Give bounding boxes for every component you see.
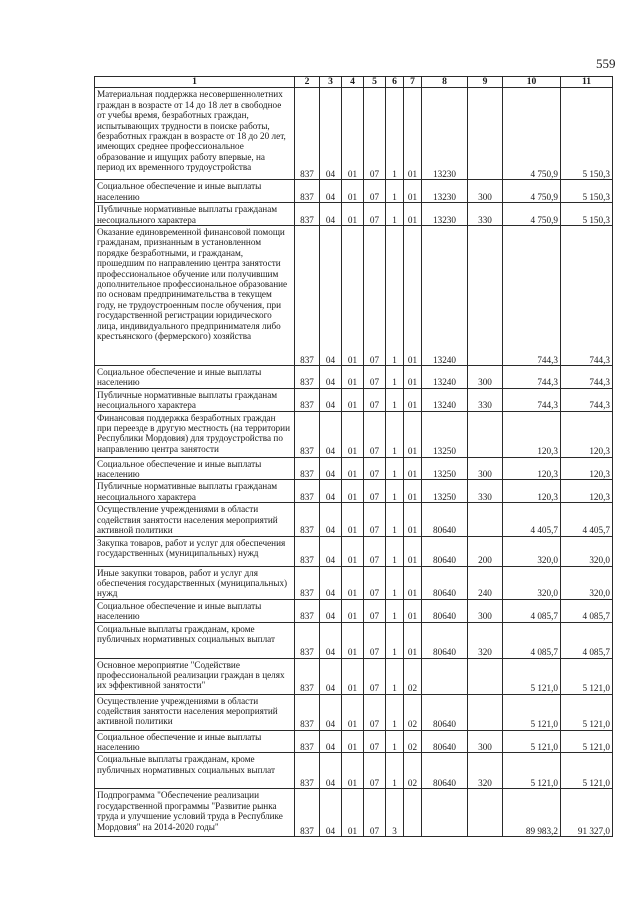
amount-cell-11: 4 085,7 bbox=[561, 622, 613, 658]
code-cell-3: 04 bbox=[320, 566, 342, 599]
code-cell-4: 01 bbox=[342, 753, 364, 789]
code-cell-2: 837 bbox=[295, 730, 320, 753]
code-cell-4: 01 bbox=[342, 599, 364, 622]
code-cell-2: 837 bbox=[295, 753, 320, 789]
row-description: Социальное обеспечение и иные выплаты населению bbox=[95, 180, 295, 203]
code-cell-4: 01 bbox=[342, 480, 364, 503]
table-row bbox=[95, 694, 613, 730]
column-header-1: 1 bbox=[95, 77, 295, 88]
code-cell-5: 07 bbox=[364, 503, 386, 536]
row-description: Осуществление учреждениями в области содействия занятости населения мероприятий активной политики bbox=[95, 503, 295, 536]
row-description: Публичные нормативные выплаты гражданам несоциального характера bbox=[95, 388, 295, 411]
amount-cell-11: 4 405,7 bbox=[561, 503, 613, 536]
code-cell-8: 13250 bbox=[422, 411, 468, 457]
code-cell-3: 04 bbox=[320, 622, 342, 658]
column-header-11: 11 bbox=[561, 77, 613, 88]
amount-cell-11: 320,0 bbox=[561, 536, 613, 566]
row-description: Социальные выплаты гражданам, кроме публичных нормативных социальных выплат bbox=[95, 753, 295, 789]
column-header-8: 8 bbox=[422, 77, 468, 88]
code-cell-6: 1 bbox=[386, 180, 404, 203]
code-cell-3: 04 bbox=[320, 503, 342, 536]
amount-cell-10: 5 121,0 bbox=[503, 694, 561, 730]
code-cell-8: 80640 bbox=[422, 622, 468, 658]
code-cell-5: 07 bbox=[364, 536, 386, 566]
amount-cell-11: 120,3 bbox=[561, 480, 613, 503]
amount-cell-11: 744,3 bbox=[561, 388, 613, 411]
code-cell-7: 01 bbox=[404, 503, 422, 536]
code-cell-8: 13230 bbox=[422, 203, 468, 226]
code-cell-5: 07 bbox=[364, 789, 386, 837]
code-cell-8 bbox=[422, 789, 468, 837]
amount-cell-10: 744,3 bbox=[503, 366, 561, 389]
code-cell-9: 320 bbox=[468, 753, 503, 789]
code-cell-3: 04 bbox=[320, 88, 342, 180]
code-cell-9: 300 bbox=[468, 457, 503, 480]
amount-cell-10: 5 121,0 bbox=[503, 753, 561, 789]
code-cell-5: 07 bbox=[364, 599, 386, 622]
code-cell-9: 330 bbox=[468, 480, 503, 503]
code-cell-7: 01 bbox=[404, 203, 422, 226]
code-cell-5: 07 bbox=[364, 226, 386, 366]
table-row bbox=[95, 411, 613, 457]
code-cell-5: 07 bbox=[364, 366, 386, 389]
code-cell-5: 07 bbox=[364, 658, 386, 694]
amount-cell-10: 120,3 bbox=[503, 457, 561, 480]
code-cell-3: 04 bbox=[320, 203, 342, 226]
table-row bbox=[95, 789, 613, 837]
code-cell-9: 300 bbox=[468, 180, 503, 203]
code-cell-3: 04 bbox=[320, 411, 342, 457]
amount-cell-10: 4 085,7 bbox=[503, 599, 561, 622]
code-cell-8 bbox=[422, 658, 468, 694]
amount-cell-10: 5 121,0 bbox=[503, 658, 561, 694]
code-cell-2: 837 bbox=[295, 599, 320, 622]
code-cell-9 bbox=[468, 503, 503, 536]
table-row bbox=[95, 457, 613, 480]
code-cell-2: 837 bbox=[295, 88, 320, 180]
row-description: Публичные нормативные выплаты гражданам несоциального характера bbox=[95, 203, 295, 226]
code-cell-3: 04 bbox=[320, 180, 342, 203]
code-cell-9 bbox=[468, 658, 503, 694]
code-cell-6: 1 bbox=[386, 411, 404, 457]
row-description: Закупка товаров, работ и услуг для обеспечения государственных (муниципальных) нужд bbox=[95, 536, 295, 566]
table-row bbox=[95, 226, 613, 366]
code-cell-2: 837 bbox=[295, 203, 320, 226]
code-cell-5: 07 bbox=[364, 180, 386, 203]
table-row bbox=[95, 480, 613, 503]
amount-cell-10: 4 750,9 bbox=[503, 88, 561, 180]
code-cell-3: 04 bbox=[320, 730, 342, 753]
amount-cell-10: 320,0 bbox=[503, 536, 561, 566]
code-cell-6: 1 bbox=[386, 599, 404, 622]
code-cell-2: 837 bbox=[295, 411, 320, 457]
row-description: Финансовая поддержка безработных граждан при переезде в другую местность (на территории Республики Мордовия) для трудоустройства по направлению центра занятости bbox=[95, 411, 295, 457]
code-cell-3: 04 bbox=[320, 536, 342, 566]
code-cell-2: 837 bbox=[295, 388, 320, 411]
code-cell-9: 200 bbox=[468, 536, 503, 566]
code-cell-3: 04 bbox=[320, 388, 342, 411]
code-cell-2: 837 bbox=[295, 658, 320, 694]
code-cell-7: 01 bbox=[404, 366, 422, 389]
code-cell-4: 01 bbox=[342, 566, 364, 599]
code-cell-4: 01 bbox=[342, 88, 364, 180]
code-cell-7: 02 bbox=[404, 658, 422, 694]
code-cell-4: 01 bbox=[342, 730, 364, 753]
code-cell-8: 80640 bbox=[422, 694, 468, 730]
amount-cell-11: 4 085,7 bbox=[561, 599, 613, 622]
code-cell-4: 01 bbox=[342, 411, 364, 457]
code-cell-2: 837 bbox=[295, 366, 320, 389]
code-cell-5: 07 bbox=[364, 203, 386, 226]
code-cell-4: 01 bbox=[342, 366, 364, 389]
code-cell-2: 837 bbox=[295, 457, 320, 480]
code-cell-9: 320 bbox=[468, 622, 503, 658]
code-cell-9: 300 bbox=[468, 599, 503, 622]
code-cell-2: 837 bbox=[295, 480, 320, 503]
code-cell-5: 07 bbox=[364, 622, 386, 658]
code-cell-7: 01 bbox=[404, 480, 422, 503]
row-description: Иные закупки товаров, работ и услуг для обеспечения государственных (муниципальных) нужд bbox=[95, 566, 295, 599]
code-cell-7: 02 bbox=[404, 730, 422, 753]
code-cell-7: 01 bbox=[404, 388, 422, 411]
table-body bbox=[95, 88, 613, 837]
row-description: Материальная поддержка несовершеннолетних граждан в возрасте от 14 до 18 лет в свободное от учебы время, безработных граждан, испытывающих трудности в поиске работы, безработных граждан в возрасте от 18 до 20 лет, имеющих среднее профессиональное образование и ищущих работу впервые, на период их временного трудоустройства bbox=[95, 88, 295, 180]
code-cell-6: 3 bbox=[386, 789, 404, 837]
code-cell-9: 300 bbox=[468, 366, 503, 389]
table-row bbox=[95, 536, 613, 566]
code-cell-2: 837 bbox=[295, 180, 320, 203]
code-cell-7: 02 bbox=[404, 694, 422, 730]
code-cell-9 bbox=[468, 411, 503, 457]
code-cell-9: 240 bbox=[468, 566, 503, 599]
amount-cell-10: 4 750,9 bbox=[503, 203, 561, 226]
code-cell-8: 13250 bbox=[422, 457, 468, 480]
amount-cell-10: 120,3 bbox=[503, 480, 561, 503]
code-cell-6: 1 bbox=[386, 503, 404, 536]
amount-cell-11: 5 150,3 bbox=[561, 88, 613, 180]
code-cell-4: 01 bbox=[342, 789, 364, 837]
amount-cell-11: 5 121,0 bbox=[561, 730, 613, 753]
code-cell-9 bbox=[468, 789, 503, 837]
amount-cell-11: 5 150,3 bbox=[561, 203, 613, 226]
table-row bbox=[95, 180, 613, 203]
amount-cell-10: 89 983,2 bbox=[503, 789, 561, 837]
table-row bbox=[95, 388, 613, 411]
code-cell-6: 1 bbox=[386, 694, 404, 730]
code-cell-3: 04 bbox=[320, 599, 342, 622]
amount-cell-10: 120,3 bbox=[503, 411, 561, 457]
amount-cell-11: 320,0 bbox=[561, 566, 613, 599]
code-cell-8: 80640 bbox=[422, 599, 468, 622]
code-cell-2: 837 bbox=[295, 226, 320, 366]
code-cell-2: 837 bbox=[295, 789, 320, 837]
code-cell-6: 1 bbox=[386, 622, 404, 658]
code-cell-5: 07 bbox=[364, 730, 386, 753]
code-cell-2: 837 bbox=[295, 503, 320, 536]
code-cell-4: 01 bbox=[342, 658, 364, 694]
row-description: Публичные нормативные выплаты гражданам несоциального характера bbox=[95, 480, 295, 503]
code-cell-7: 01 bbox=[404, 566, 422, 599]
amount-cell-11: 5 150,3 bbox=[561, 180, 613, 203]
row-description: Социальное обеспечение и иные выплаты населению bbox=[95, 457, 295, 480]
amount-cell-11: 5 121,0 bbox=[561, 753, 613, 789]
column-header-4: 4 bbox=[342, 77, 364, 88]
amount-cell-10: 744,3 bbox=[503, 388, 561, 411]
code-cell-6: 1 bbox=[386, 480, 404, 503]
column-header-9: 9 bbox=[468, 77, 503, 88]
code-cell-2: 837 bbox=[295, 566, 320, 599]
code-cell-9 bbox=[468, 88, 503, 180]
code-cell-6: 1 bbox=[386, 658, 404, 694]
amount-cell-10: 5 121,0 bbox=[503, 730, 561, 753]
row-description: Оказание единовременной финансовой помощи гражданам, признанным в установленном порядке безработными, и гражданам, прошедшим по направлению центра занятости профессиональное обучение или получившим дополнительное профессиональное образование по основам предпринимательства в текущем году, не трудоустроенным после обучения, при государственной регистрации юридического лица, индивидуального предпринимателя либо крестьянского (фермерского) хозяйства bbox=[95, 226, 295, 366]
amount-cell-11: 120,3 bbox=[561, 411, 613, 457]
amount-cell-11: 744,3 bbox=[561, 366, 613, 389]
code-cell-4: 01 bbox=[342, 457, 364, 480]
table-row bbox=[95, 203, 613, 226]
amount-cell-11: 91 327,0 bbox=[561, 789, 613, 837]
code-cell-4: 01 bbox=[342, 388, 364, 411]
column-header-2: 2 bbox=[295, 77, 320, 88]
code-cell-7: 01 bbox=[404, 622, 422, 658]
code-cell-6: 1 bbox=[386, 366, 404, 389]
row-description: Социальное обеспечение и иные выплаты населению bbox=[95, 366, 295, 389]
code-cell-8: 80640 bbox=[422, 566, 468, 599]
code-cell-3: 04 bbox=[320, 694, 342, 730]
code-cell-3: 04 bbox=[320, 753, 342, 789]
code-cell-8: 80640 bbox=[422, 536, 468, 566]
code-cell-4: 01 bbox=[342, 622, 364, 658]
code-cell-3: 04 bbox=[320, 226, 342, 366]
code-cell-4: 01 bbox=[342, 180, 364, 203]
code-cell-3: 04 bbox=[320, 789, 342, 837]
code-cell-6: 1 bbox=[386, 203, 404, 226]
table-row bbox=[95, 622, 613, 658]
code-cell-9 bbox=[468, 226, 503, 366]
table-row bbox=[95, 88, 613, 180]
code-cell-4: 01 bbox=[342, 694, 364, 730]
code-cell-6: 1 bbox=[386, 753, 404, 789]
code-cell-3: 04 bbox=[320, 480, 342, 503]
code-cell-8: 13250 bbox=[422, 480, 468, 503]
code-cell-6: 1 bbox=[386, 226, 404, 366]
code-cell-8: 13230 bbox=[422, 88, 468, 180]
code-cell-3: 04 bbox=[320, 457, 342, 480]
code-cell-6: 1 bbox=[386, 566, 404, 599]
amount-cell-11: 744,3 bbox=[561, 226, 613, 366]
code-cell-7: 01 bbox=[404, 88, 422, 180]
header-row bbox=[95, 77, 613, 88]
table-row bbox=[95, 366, 613, 389]
code-cell-5: 07 bbox=[364, 694, 386, 730]
code-cell-3: 04 bbox=[320, 658, 342, 694]
code-cell-5: 07 bbox=[364, 411, 386, 457]
amount-cell-10: 744,3 bbox=[503, 226, 561, 366]
code-cell-7: 01 bbox=[404, 457, 422, 480]
amount-cell-11: 5 121,0 bbox=[561, 658, 613, 694]
code-cell-6: 1 bbox=[386, 88, 404, 180]
code-cell-9 bbox=[468, 694, 503, 730]
column-header-10: 10 bbox=[503, 77, 561, 88]
code-cell-8: 13230 bbox=[422, 180, 468, 203]
code-cell-9: 330 bbox=[468, 388, 503, 411]
code-cell-5: 07 bbox=[364, 388, 386, 411]
code-cell-5: 07 bbox=[364, 88, 386, 180]
table-row bbox=[95, 503, 613, 536]
code-cell-8: 80640 bbox=[422, 503, 468, 536]
column-header-7: 7 bbox=[404, 77, 422, 88]
code-cell-7: 02 bbox=[404, 753, 422, 789]
row-description: Подпрограмма "Обеспечение реализации государственной программы "Развитие рынка труда и улучшение условий труда в Республике Мордовия" на 2014-2020 годы" bbox=[95, 789, 295, 837]
code-cell-7: 01 bbox=[404, 411, 422, 457]
table-row bbox=[95, 599, 613, 622]
code-cell-7: 01 bbox=[404, 599, 422, 622]
code-cell-7: 01 bbox=[404, 536, 422, 566]
row-description: Осуществление учреждениями в области содействия занятости населения мероприятий активной политики bbox=[95, 694, 295, 730]
table-row bbox=[95, 730, 613, 753]
amount-cell-10: 4 750,9 bbox=[503, 180, 561, 203]
row-description: Социальное обеспечение и иные выплаты населению bbox=[95, 730, 295, 753]
code-cell-5: 07 bbox=[364, 457, 386, 480]
code-cell-4: 01 bbox=[342, 536, 364, 566]
row-description: Основное мероприятие "Содействие профессиональной реализации граждан в целях их эффективной занятости" bbox=[95, 658, 295, 694]
code-cell-8: 80640 bbox=[422, 730, 468, 753]
code-cell-7: 01 bbox=[404, 180, 422, 203]
column-header-3: 3 bbox=[320, 77, 342, 88]
code-cell-8: 13240 bbox=[422, 226, 468, 366]
amount-cell-11: 5 121,0 bbox=[561, 694, 613, 730]
table-row bbox=[95, 566, 613, 599]
code-cell-4: 01 bbox=[342, 203, 364, 226]
row-description: Социальное обеспечение и иные выплаты населению bbox=[95, 599, 295, 622]
code-cell-5: 07 bbox=[364, 753, 386, 789]
row-description: Социальные выплаты гражданам, кроме публичных нормативных социальных выплат bbox=[95, 622, 295, 658]
code-cell-8: 13240 bbox=[422, 366, 468, 389]
code-cell-8: 13240 bbox=[422, 388, 468, 411]
code-cell-6: 1 bbox=[386, 388, 404, 411]
code-cell-2: 837 bbox=[295, 536, 320, 566]
budget-table bbox=[94, 76, 613, 837]
code-cell-6: 1 bbox=[386, 457, 404, 480]
amount-cell-11: 120,3 bbox=[561, 457, 613, 480]
amount-cell-10: 4 085,7 bbox=[503, 622, 561, 658]
column-header-5: 5 bbox=[364, 77, 386, 88]
table-row bbox=[95, 753, 613, 789]
amount-cell-10: 320,0 bbox=[503, 566, 561, 599]
code-cell-7 bbox=[404, 789, 422, 837]
table-row bbox=[95, 658, 613, 694]
code-cell-9: 330 bbox=[468, 203, 503, 226]
column-header-6: 6 bbox=[386, 77, 404, 88]
code-cell-4: 01 bbox=[342, 503, 364, 536]
code-cell-8: 80640 bbox=[422, 753, 468, 789]
code-cell-4: 01 bbox=[342, 226, 364, 366]
code-cell-9: 300 bbox=[468, 730, 503, 753]
code-cell-2: 837 bbox=[295, 622, 320, 658]
amount-cell-10: 4 405,7 bbox=[503, 503, 561, 536]
page-number: 559 bbox=[596, 56, 616, 71]
code-cell-6: 1 bbox=[386, 730, 404, 753]
code-cell-6: 1 bbox=[386, 536, 404, 566]
code-cell-3: 04 bbox=[320, 366, 342, 389]
code-cell-5: 07 bbox=[364, 566, 386, 599]
code-cell-7: 01 bbox=[404, 226, 422, 366]
code-cell-2: 837 bbox=[295, 694, 320, 730]
code-cell-5: 07 bbox=[364, 480, 386, 503]
